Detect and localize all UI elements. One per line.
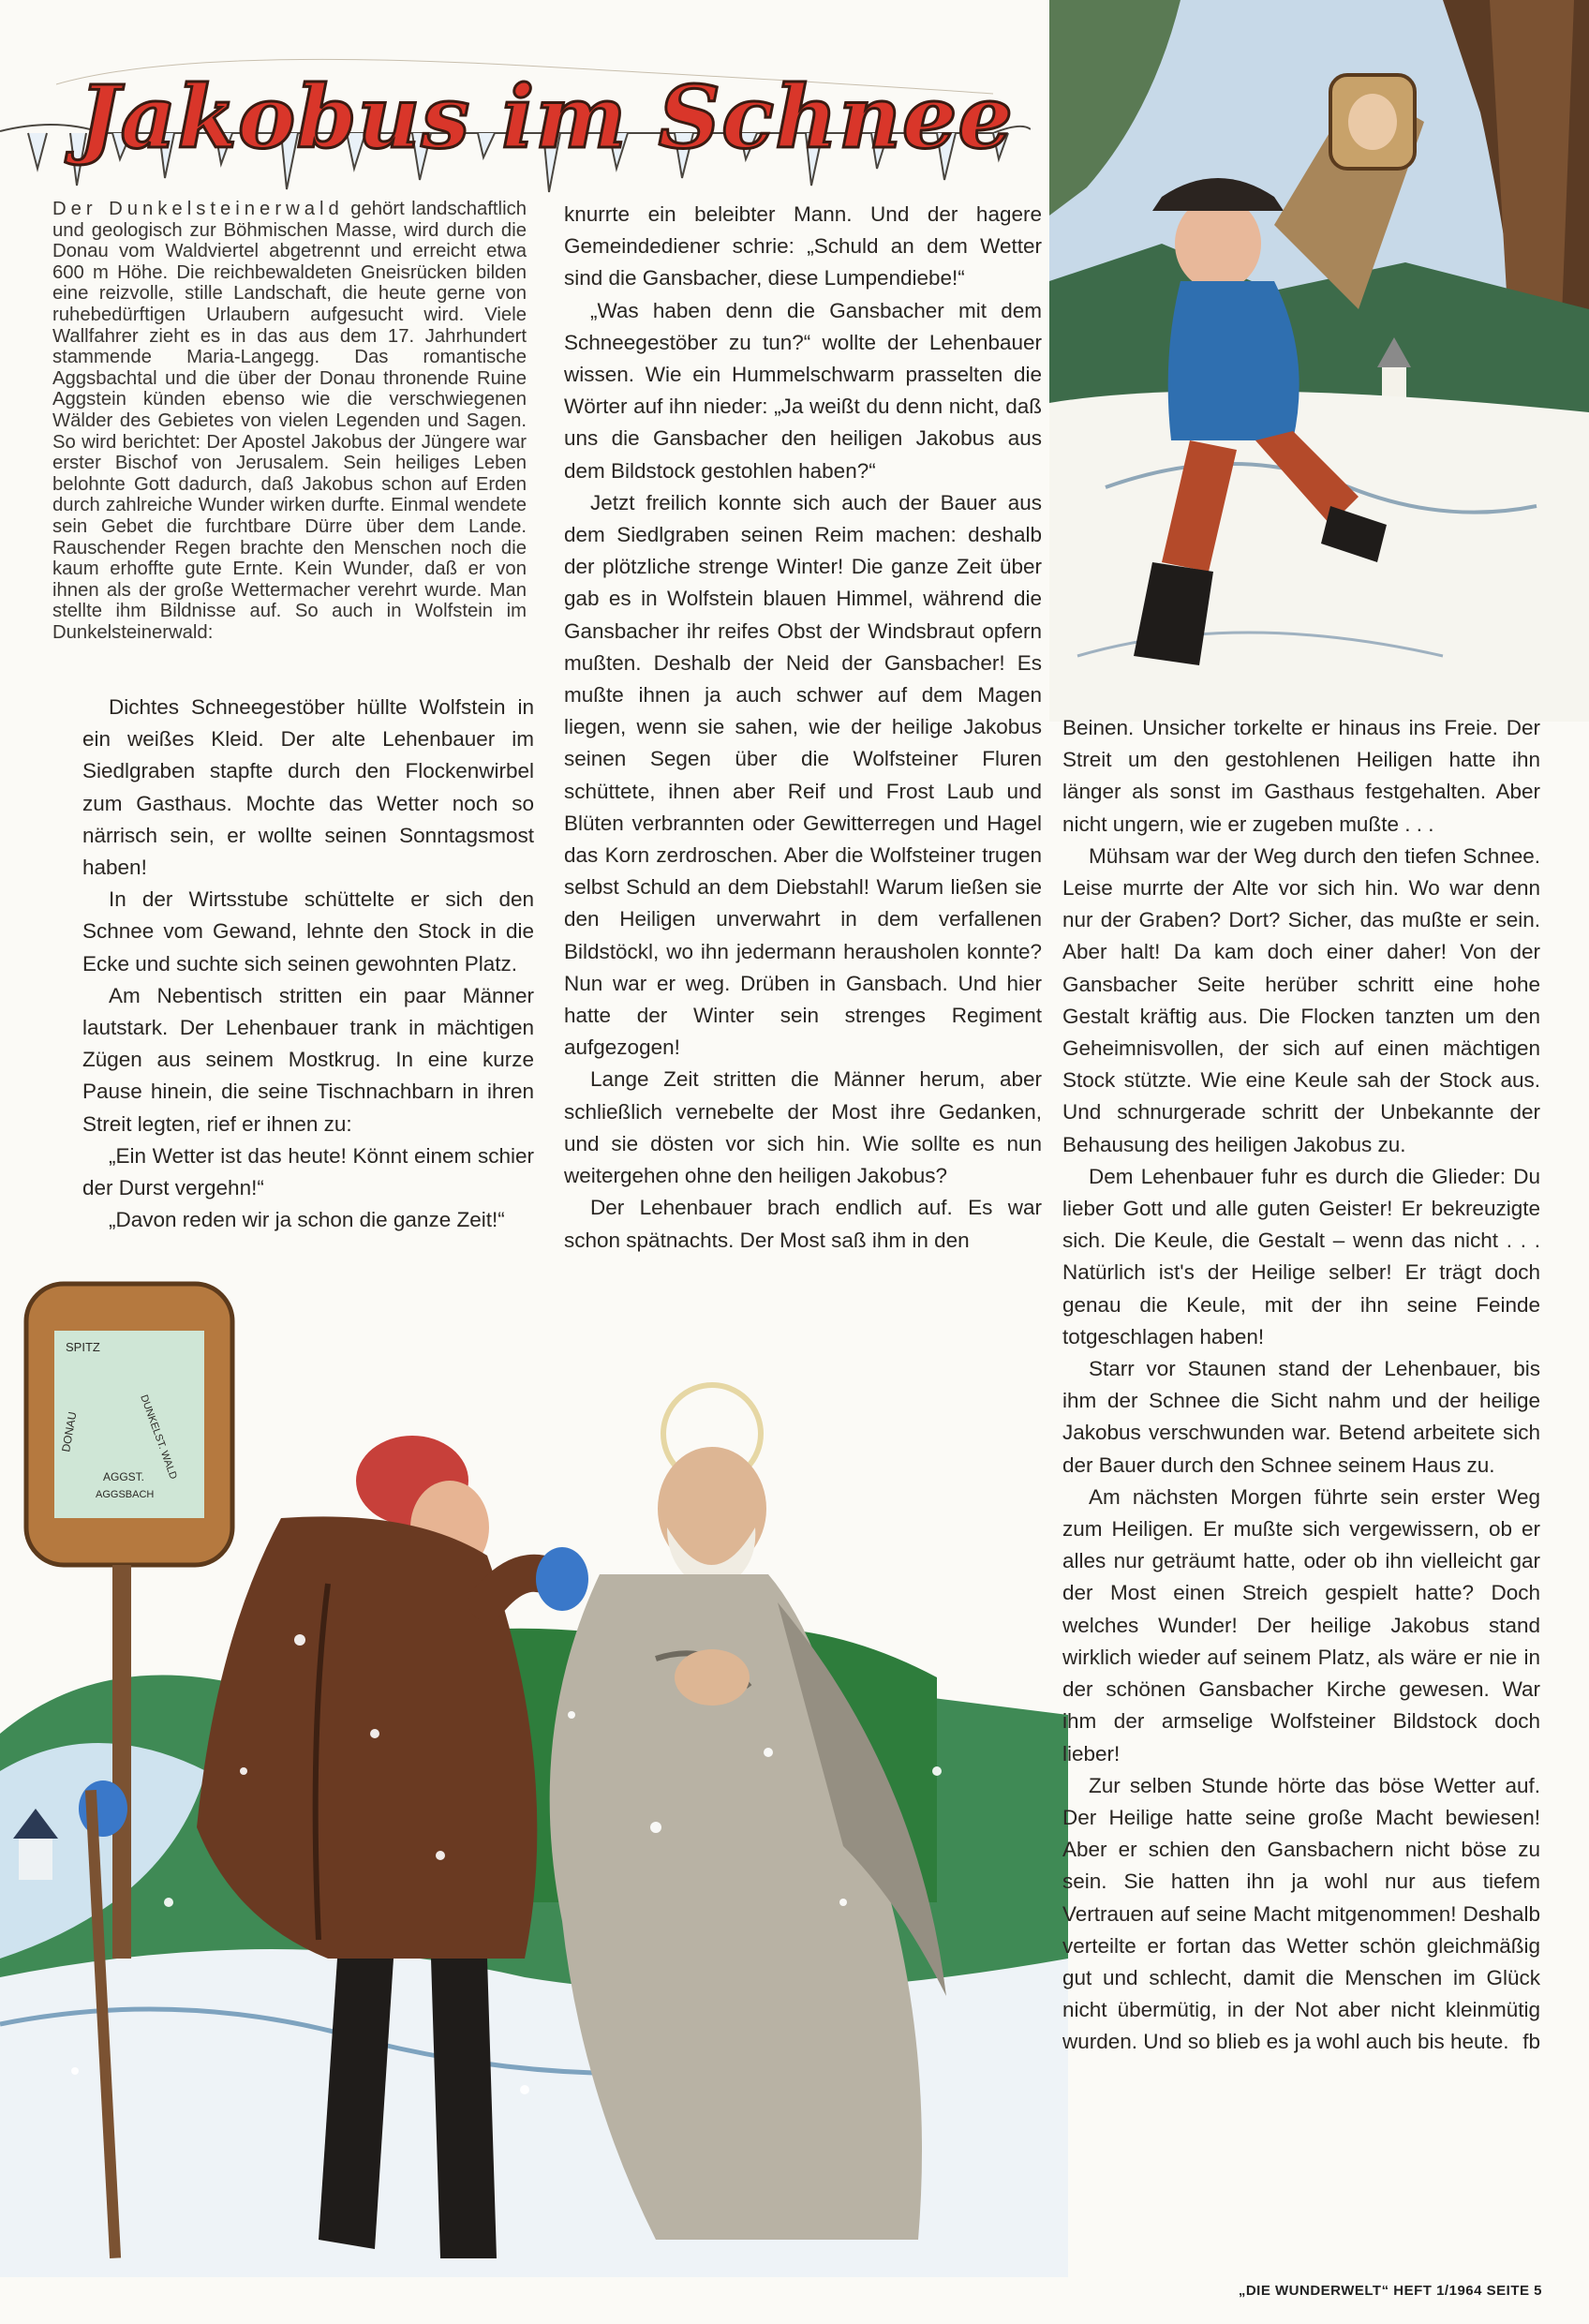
paragraph: Lange Zeit stritten die Männer herum, aber schließlich vernebelte der Most ihre Gedanken, und sie dösten vor sich hin. Wie sollte es nun weitergehen ohne den heiligen Jakobus? [564,1067,1042,1188]
map-label-wald: DUNKELST. WALD [138,1393,179,1482]
paragraph: knurrte ein beleibter Mann. Und der hagere Gemeindediener schrie: „Schuld an dem Wetter sind die Gansbacher, diese Lumpendiebe!“ [564,202,1042,290]
story-column-3 [1062,712,1540,2059]
paragraph: In der Wirtsstube schüttelte er sich den Schnee vom Gewand, lehnte den Stock in die Ecke und suchte sich seinen gewohnten Platz. [82,887,534,976]
story-column-2 [564,199,1042,1257]
map-label-spitz: SPITZ [66,1340,100,1354]
paragraph: Beinen. Unsicher torkelte er hinaus ins Freie. Der Streit um den gestohlenen Heiligen hatte ihn länger als sonst im Gasthaus festgehalten. Aber nicht ungern, wie er zugeben mußte . . . [1062,716,1540,836]
paragraph: „Ein Wetter ist das heute! Könnt einem schier der Durst vergehn!“ [82,1143,534,1200]
illustration-carrier [1049,0,1589,722]
intro-lead: Der Dunkelsteinerwald [52,199,344,219]
illustration-encounter [0,1246,1068,2277]
paragraph: Mühsam war der Weg durch den tiefen Schnee. Leise murrte der Alte vor sich hin. Wo war denn nur der Graben? Dort? Sicher, das mußte er sein. Aber halt! Da kam doch einer daher! Von der Gansbacher Seite herüber schritt eine hohe Gestalt kräftig aus. Die Flocken tanzten um den Geheimnisvollen, der sich auf einen mächtigen Stock stützte. Wie eine Keule sah der Stock aus. Und schnurgerade schritt der Unbekannte der Behausung des heiligen Jakobus zu. [1062,843,1540,1156]
paragraph-text: Zur selben Stunde hörte das böse Wetter auf. Der Heilige hatte seine große Macht bewiesen! Aber er schien den Gansbachern nicht böse zu sein. Sie hatten ihn ja wohl nur aus tiefem Vertrauen auf seine Macht mitgenommen! Deshalb verteilte er fortan das Wetter schön gleichmäßig gut und schlecht, damit die Menschen im Glück nicht übermütig, in der Not aber nicht kleinmütig wurden. Und so blieb es ja wohl auch bis heute. [1062,1773,1540,2054]
author-signature: fb [1522,2030,1540,2054]
paragraph: Jetzt freilich konnte sich auch der Bauer aus dem Siedlgraben seinen Reim machen: deshalb der plötzliche strenge Winter! Die ganze Zeit über gab es in Wolfstein blauen Himmel, während die Gansbacher ihr reifes Obst der Windsbraut opfern mußten. Deshalb der Neid der Gansbacher! Es mußte ihnen ja auch schwer auf dem Magen liegen, wenn sie sahen, wie der heilige Jakobus seinen Segen über die Wolfsteiner Fluren schüttete, ihnen aber Reif und Frost Laub und Blüten verbrannten oder Gewitterregen und Hagel das Korn zerdroschen. Aber die Wolfsteiner trugen selbst Schuld an dem Diebstahl! Warum ließen sie den Heiligen unverwahrt in dem verfallenen Bildstöckl, wo ihn jedermann herausholen konnte? Nun war er weg. Drüben in Gansbach. Und hier hatte der Winter sein strenges Regiment aufgezogen! [564,490,1042,1060]
map-label-aggsbach: AGGSBACH [96,1489,155,1500]
intro-paragraph [52,199,527,643]
page-title: Jakobus im Schnee [79,67,1014,168]
title-banner [0,28,1031,206]
paragraph: Am nächsten Morgen führte sein erster Weg zum Heiligen. Er mußte sich vergewissern, ob er alles nur geträumt hatte, oder ob ihn vielleicht gar der Most einen Streich gespielt hatte? Doch welches Wunder! Der heilige Jakobus stand wirklich wieder auf seinem Platz, als wäre er nie in der schönen Gansbacher Kirche gewesen. War ihm der armselige Wolfsteiner Bildstock doch lieber! [1062,1484,1540,1765]
map-label-donau: DONAU [59,1410,80,1453]
paragraph: Dem Lehenbauer fuhr es durch die Glieder: Du lieber Gott und alle guten Geister! Er bekreuzigte sich. Die Keule, die Gestalt – wenn das nicht . . . Natürlich ist's der Heilige selber! Er trägt doch genau die Keule, mit der ihn seine Feinde totgeschlagen haben! [1062,1164,1540,1348]
paragraph: „Davon reden wir ja schon die ganze Zeit!“ [109,1208,505,1232]
paragraph: Dichtes Schneegestöber hüllte Wolfstein in ein weißes Kleid. Der alte Lehenbauer im Siedlgraben stapfte durch den Flockenwirbel zum Gasthaus. Mochte das Wetter noch so närrisch sein, er wollte seinen Sonntagsmost haben! [82,695,534,880]
page-footer: „DIE WUNDERWELT“ HEFT 1/1964 SEITE 5 [1238,2283,1542,2299]
story-column-1 [82,692,534,1236]
paragraph: Am Nebentisch stritten ein paar Männer lautstark. Der Lehenbauer trank in mächtigen Zügen aus seinem Mostkrug. In eine kurze Pause hinein, die seine Tischnachbarn in ihren Streit legten, rief er ihnen zu: [82,983,534,1136]
map-label-aggst: AGGST. [103,1470,145,1483]
intro-text: gehört landschaftlich und geologisch zur Böhmischen Masse, wird durch die Donau vom Waldviertel abgetrennt und erreicht etwa 600 m Höhe. Die reichbewaldeten Gneisrücken bilden eine reizvolle, stille Landschaft, die heute gerne von ruhebedürftigen Urlaubern aufgesucht wird. Viele Wallfahrer zieht es in das aus dem 17. Jahrhundert stammende Maria-Langegg. Das romantische Aggsbachtal und die über der Donau thronende Ruine Aggstein künden ebenso wie die verschwiegenen Wälder des Gebietes von vielen Legenden und Sagen. So wird berichtet: Der Apostel Jakobus der Jüngere war erster Bischof von Jerusalem. Sein heiliges Leben belohnte Gott dadurch, daß Jakobus schon auf Erden durch zahlreiche Wunder wirken durfte. Einmal wendete sein Gebet die furchtbare Dürre über dem Lande. Rauschender Regen brachte den Menschen noch die kaum erhoffte gute Ernte. Kein Wunder, daß er von ihnen als der große Wettermacher verehrt wurde. Man stellte ihm Bildnisse auf. So auch in Wolfstein im Dunkelsteinerwald: [52,199,527,643]
paragraph: Starr vor Staunen stand der Lehenbauer, bis ihm der Schnee die Sicht nahm und der heilige Jakobus verschwunden war. Betend arbeitete sich der Bauer durch den Schnee seinem Haus zu. [1062,1357,1540,1477]
paragraph: Der Lehenbauer brach endlich auf. Es war schon spätnachts. Der Most saß ihm in den [564,1196,1042,1252]
paragraph [1062,1770,1540,2059]
paragraph: „Was haben denn die Gansbacher mit dem Schneegestöber zu tun?“ wollte der Lehenbauer wissen. Wie ein Hummelschwarm prasselten die Wörter auf ihn nieder: „Ja weißt du denn nicht, daß uns die Gansbacher den heiligen Jakobus aus dem Bildstock gestohlen haben?“ [564,298,1042,483]
